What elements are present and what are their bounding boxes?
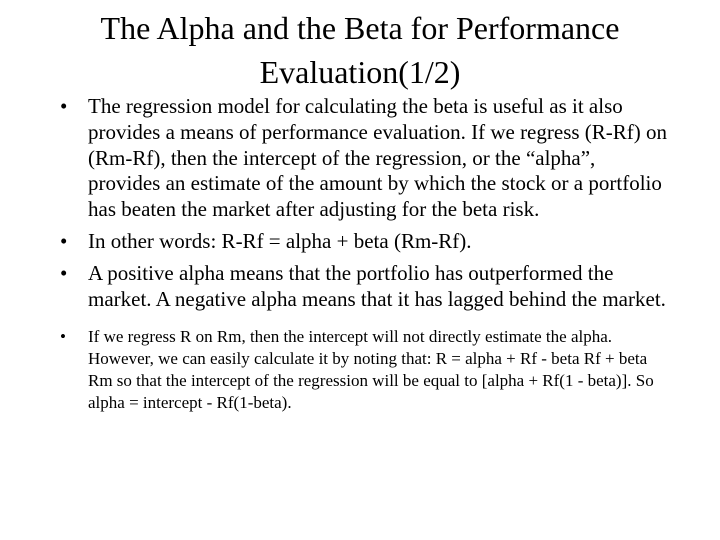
bullet-item-1 bbox=[60, 94, 670, 223]
bullet-text-2: In other words: R-Rf = alpha + beta (Rm-Rf). bbox=[88, 228, 472, 253]
bullet-list bbox=[60, 94, 670, 420]
bullet-dot-icon: • bbox=[60, 228, 68, 253]
bullet-item-4 bbox=[60, 326, 670, 414]
bullet-item-2 bbox=[60, 229, 670, 255]
slide-title-line-2: Evaluation(1/2) bbox=[259, 54, 461, 90]
bullet-text-3: A positive alpha means that the portfolio has outperformed the market. A negative alpha means that it has lagged behind the market. bbox=[88, 260, 666, 311]
bullet-text-1: The regression model for calculating the beta is useful as it also provides a means of performance evaluation. If we regress (R-Rf) on (Rm-Rf), then the intercept of the regression, or the “alpha”, provides an estimate of the amount by which the stock or a portfolio has beaten the market after adjusting for the beta risk. bbox=[88, 94, 668, 222]
slide-title-line-1: The Alpha and the Beta for Performance bbox=[100, 10, 620, 46]
slide-title bbox=[40, 6, 680, 94]
bullet-dot-icon: • bbox=[60, 260, 68, 285]
bullet-dot-icon: • bbox=[60, 327, 66, 347]
bullet-item-3 bbox=[60, 261, 670, 313]
bullet-dot-icon: • bbox=[60, 94, 68, 118]
bullet-text-4: If we regress R on Rm, then the intercept will not directly estimate the alpha. However, we can easily calculate it by noting that: R = alpha + Rf - beta Rf + beta Rm so that the intercept of the regression will be equal to [alpha + Rf(1 - beta)]. So alpha = intercept - Rf(1-beta). bbox=[88, 327, 654, 413]
